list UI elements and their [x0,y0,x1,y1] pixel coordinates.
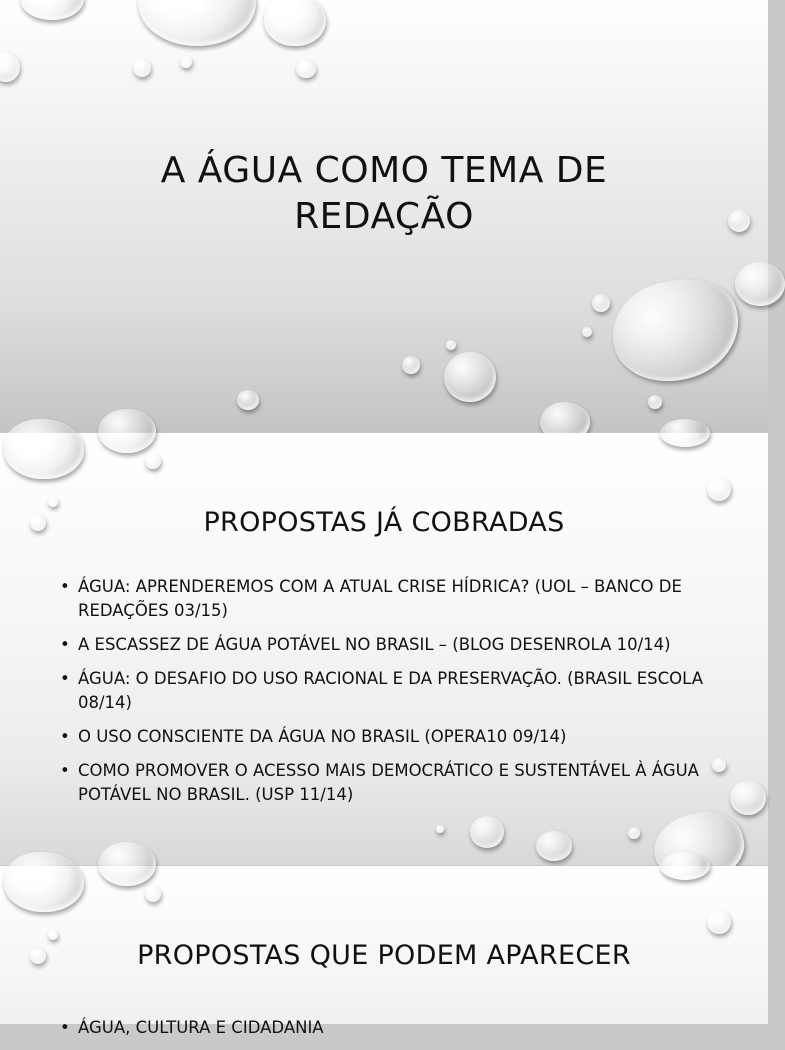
water-drop [30,515,46,531]
water-drop [48,497,58,507]
water-drop [470,816,504,848]
water-drop [402,356,420,374]
list-item-text: ÁGUA: APRENDEREMOS COM A ATUAL CRISE HÍDRICA? (UOL – BANCO DE REDAÇÕES 03/15) [78,577,682,620]
water-drop [707,910,731,934]
water-drop [133,59,151,77]
water-drop [582,327,592,337]
water-drop [536,831,572,861]
water-drop [48,930,58,940]
list-item [58,633,708,657]
water-drop [444,352,496,402]
bullet-list [58,1016,708,1050]
water-drop [648,395,662,409]
slide-heading: PROPOSTAS QUE PODEM APARECER [137,940,631,971]
bullet-marker: • [60,669,70,688]
water-drop [264,0,326,46]
bullet-marker: • [60,1018,70,1037]
water-drop [20,0,84,20]
slide-heading: PROPOSTAS JÁ COBRADAS [203,507,565,538]
water-drop [296,60,316,78]
list-item-text: O USO CONSCIENTE DA ÁGUA NO BRASIL (OPERA10 09/14) [78,727,567,746]
slide-title: A ÁGUA COMO TEMA DE REDAÇÃO [160,150,608,237]
list-item-text: COMO PROMOVER O ACESSO MAIS DEMOCRÁTICO E SUSTENTÁVEL À ÁGUA POTÁVEL NO BRASIL. (USP 11/14) [78,761,699,804]
water-drop [145,886,161,902]
slide-3[interactable] [0,866,768,1037]
water-drop [138,0,256,46]
bullet-marker: • [60,577,70,596]
list-item [58,725,708,749]
water-drop [0,52,20,82]
list-item-text: A ESCASSEZ DE ÁGUA POTÁVEL NO BRASIL – (BLOG DESENROLA 10/14) [78,635,671,654]
water-drop [628,827,640,839]
list-item [58,759,708,807]
water-drop [730,781,766,815]
water-drop [707,477,731,501]
water-drop [728,210,750,232]
bullet-list [58,575,708,817]
water-drop [712,758,726,772]
water-drop [592,294,610,312]
water-drop [237,390,259,410]
water-drop [446,340,456,350]
water-drop [436,825,444,833]
slide-2[interactable] [0,433,768,865]
bullet-marker: • [60,635,70,654]
list-item-text: ÁGUA: O DESAFIO DO USO RACIONAL E DA PRESERVAÇÃO. (BRASIL ESCOLA 08/14) [78,669,703,712]
list-item [58,667,708,715]
water-drop [30,948,46,964]
water-drop [145,453,161,469]
list-item [58,575,708,623]
water-drop [735,262,785,306]
water-drop [600,263,753,398]
list-item-text: ÁGUA, CULTURA E CIDADANIA [78,1018,324,1037]
bullet-marker: • [60,761,70,780]
water-drop [180,56,192,68]
slide-1[interactable] [0,0,768,432]
list-item [58,1016,708,1040]
bullet-marker: • [60,727,70,746]
